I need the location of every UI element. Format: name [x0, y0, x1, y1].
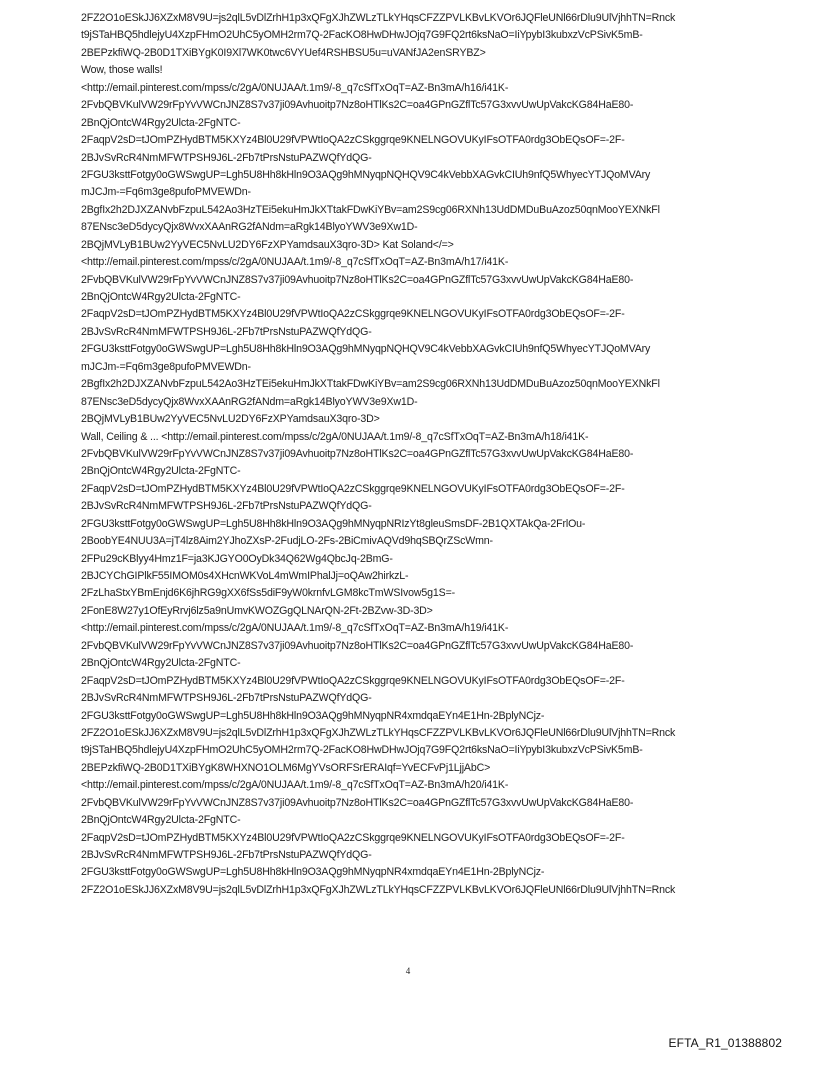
text-line: <http://email.pinterest.com/mpss/c/2gA/0NUJAA/t.1m9/-8_q7cSfTxOqT=AZ-Bn3mA/h20/i41K- [81, 779, 509, 792]
text-line: 2BJvSvRcR4NmMFWTPSH9J6L-2Fb7tPrsNstuPAZWQfYdQG- [81, 500, 372, 513]
text-line: 2BnQjOntcW4Rgy2Ulcta-2FgNTC- [81, 465, 241, 478]
text-line: 2BQjMVLyB1BUw2YyVEC5NvLU2DY6FzXPYamdsauX3qro-3D> [81, 413, 380, 426]
text-line: 2FvbQBVKulVW29rFpYvVWCnJNZ8S7v37ji09Avhuoitp7Nz8oHTlKs2C=oa4GPnGZflTc57G3xvvUwUpVakcKG84HaE80- [81, 447, 634, 460]
page-number: 4 [405, 966, 411, 976]
bates-number: EFTA_R1_01388802 [668, 1036, 782, 1050]
text-line: 2FaqpV2sD=tJOmPZHydBTM5KXYz4Bl0U29fVPWtIoQA2zCSkggrqe9KNELNGOVUKyIFsOTFA0rdg3ObEQsOF=-2F- [81, 831, 625, 844]
text-line: 2BnQjOntcW4Rgy2Ulcta-2FgNTC- [81, 116, 241, 129]
text-line: mJCJm-=Fq6m3ge8pufoPMVEWDn- [81, 360, 251, 373]
text-line: 2BJvSvRcR4NmMFWTPSH9J6L-2Fb7tPrsNstuPAZWQfYdQG- [81, 325, 372, 338]
text-line: Wow, those walls! [81, 64, 163, 77]
text-line: 2BQjMVLyB1BUw2YyVEC5NvLU2DY6FzXPYamdsauX3qro-3D> Kat Soland</=> [81, 238, 454, 251]
text-line: Wall, Ceiling & ... <http://email.pinterest.com/mpss/c/2gA/0NUJAA/t.1m9/-8_q7cSfTxOqT=AZ-Bn3mA/h18/i41K- [81, 430, 589, 443]
text-line: 2FGU3ksttFotgy0oGWSwgUP=Lgh5U8Hh8kHln9O3AQg9hMNyqpNQHQV9C4kVebbXAGvkCIUh9nfQ5WhyecYTJQoMVAry [81, 168, 651, 181]
text-line: t9jSTaHBQ5hdlejyU4XzpFHmO2UhC5yOMH2rm7Q-2FacKO8HwDHwJOjq7G9FQ2rt6ksNaO=IiYpybI3kubxzVcPSivK5mB- [81, 744, 643, 757]
text-line: 2BJvSvRcR4NmMFWTPSH9J6L-2Fb7tPrsNstuPAZWQfYdQG- [81, 849, 372, 861]
text-line: 2FonE8W27y1OfEyRrvj6lz5a9nUmvKWOZGgQLNArQN-2Ft-2BZvw-3D-3D> [81, 604, 433, 617]
text-line: 87ENsc3eD5dycyQjx8WvxXAAnRG2fANdm=aRgk14BlyoYWV3e9Xw1D- [81, 221, 418, 234]
text-line: 2FvbQBVKulVW29rFpYvVWCnJNZ8S7v37ji09Avhuoitp7Nz8oHTlKs2C=oa4GPnGZflTc57G3xvvUwUpVakcKG84HaE80- [81, 99, 634, 112]
text-line: 2BnQjOntcW4Rgy2Ulcta-2FgNTC- [81, 291, 241, 303]
text-line: <http://email.pinterest.com/mpss/c/2gA/0NUJAA/t.1m9/-8_q7cSfTxOqT=AZ-Bn3mA/h16/i41K- [81, 81, 509, 94]
text-line: 2FZ2O1oESkJJ6XZxM8V9U=js2qlL5vDlZrhH1p3xQFgXJhZWLzTLkYHqsCFZZPVLKBvLKVOr6JQFleUNl66rDlu9UlVjhhTN=Rnck [81, 12, 676, 24]
text-line: 2FaqpV2sD=tJOmPZHydBTM5KXYz4Bl0U29fVPWtIoQA2zCSkggrqe9KNELNGOVUKyIFsOTFA0rdg3ObEQsOF=-2F- [81, 674, 625, 687]
text-line: 2BgfIx2h2DJXZANvbFzpuL542Ao3HzTEi5ekuHmJkXTtakFDwKiYBv=am2S9cg06RXNh13UdDMDuBuAzoz50qnMooYEXNkFl [81, 378, 660, 391]
text-line: 87ENsc3eD5dycyQjx8WvxXAAnRG2fANdm=aRgk14BlyoYWV3e9Xw1D- [81, 395, 418, 408]
text-line: 2FGU3ksttFotgy0oGWSwgUP=Lgh5U8Hh8kHln9O3AQg9hMNyqpNQHQV9C4kVebbXAGvkCIUh9nfQ5WhyecYTJQoMVAry [81, 343, 651, 356]
text-line: 2FaqpV2sD=tJOmPZHydBTM5KXYz4Bl0U29fVPWtIoQA2zCSkggrqe9KNELNGOVUKyIFsOTFA0rdg3ObEQsOF=-2F- [81, 308, 625, 321]
text-line: 2FvbQBVKulVW29rFpYvVWCnJNZ8S7v37ji09Avhuoitp7Nz8oHTlKs2C=oa4GPnGZflTc57G3xvvUwUpVakcKG84HaE80- [81, 273, 634, 286]
text-line: 2BJvSvRcR4NmMFWTPSH9J6L-2Fb7tPrsNstuPAZWQfYdQG- [81, 151, 372, 164]
text-line: t9jSTaHBQ5hdlejyU4XzpFHmO2UhC5yOMH2rm7Q-2FacKO8HwDHwJOjq7G9FQ2rt6ksNaO=IiYpybI3kubxzVcPSivK5mB- [81, 29, 643, 42]
text-line: 2FZ2O1oESkJJ6XZxM8V9U=js2qlL5vDlZrhH1p3xQFgXJhZWLzTLkYHqsCFZZPVLKBvLKVOr6JQFleUNl66rDlu9UlVjhhTN=Rnck [81, 883, 676, 896]
text-line: <http://email.pinterest.com/mpss/c/2gA/0NUJAA/t.1m9/-8_q7cSfTxOqT=AZ-Bn3mA/h17/i41K- [81, 256, 509, 269]
text-line: 2FGU3ksttFotgy0oGWSwgUP=Lgh5U8Hh8kHln9O3AQg9hMNyqpNRIzYt8gleuSmsDF-2B1QXTAkQa-2FrlOu- [81, 517, 586, 530]
email-body-text [81, 10, 771, 899]
text-line: 2BnQjOntcW4Rgy2Ulcta-2FgNTC- [81, 657, 241, 670]
text-line: mJCJm-=Fq6m3ge8pufoPMVEWDn- [81, 186, 251, 199]
text-line: <http://email.pinterest.com/mpss/c/2gA/0NUJAA/t.1m9/-8_q7cSfTxOqT=AZ-Bn3mA/h19/i41K- [81, 622, 509, 635]
text-line: 2BnQjOntcW4Rgy2Ulcta-2FgNTC- [81, 814, 241, 827]
text-line: 2FPu29cKBlyy4Hmz1F=ja3KJGYO0OyDk34Q62Wg4QbcJq-2BmG- [81, 552, 393, 565]
text-line: 2BEPzkfiWQ-2B0D1TXiBYgK8WHXNO1OLM6MgYVsORFSrERAIqf=YvECFvPj1LjjAbC> [81, 761, 491, 774]
text-line: 2FGU3ksttFotgy0oGWSwgUP=Lgh5U8Hh8kHln9O3AQg9hMNyqpNR4xmdqaEYn4E1Hn-2BplyNCjz- [81, 866, 545, 879]
text-line: 2FaqpV2sD=tJOmPZHydBTM5KXYz4Bl0U29fVPWtIoQA2zCSkggrqe9KNELNGOVUKyIFsOTFA0rdg3ObEQsOF=-2F- [81, 482, 625, 495]
text-line: 2BJvSvRcR4NmMFWTPSH9J6L-2Fb7tPrsNstuPAZWQfYdQG- [81, 692, 372, 705]
text-line: 2FvbQBVKulVW29rFpYvVWCnJNZ8S7v37ji09Avhuoitp7Nz8oHTlKs2C=oa4GPnGZflTc57G3xvvUwUpVakcKG84HaE80- [81, 796, 634, 809]
text-line: 2FGU3ksttFotgy0oGWSwgUP=Lgh5U8Hh8kHln9O3AQg9hMNyqpNR4xmdqaEYn4E1Hn-2BplyNCjz- [81, 709, 545, 722]
text-line: 2FZ2O1oESkJJ6XZxM8V9U=js2qlL5vDlZrhH1p3xQFgXJhZWLzTLkYHqsCFZZPVLKBvLKVOr6JQFleUNl66rDlu9UlVjhhTN=Rnck [81, 726, 676, 739]
text-line: 2BgfIx2h2DJXZANvbFzpuL542Ao3HzTEi5ekuHmJkXTtakFDwKiYBv=am2S9cg06RXNh13UdDMDuBuAzoz50qnMooYEXNkFl [81, 203, 660, 216]
text-line: 2BJCYChGIPlkF55IMOM0s4XHcnWKVoL4mWmIPhalJj=oQAw2hirkzL- [81, 570, 409, 582]
text-line: 2FvbQBVKulVW29rFpYvVWCnJNZ8S7v37ji09Avhuoitp7Nz8oHTlKs2C=oa4GPnGZflTc57G3xvvUwUpVakcKG84HaE80- [81, 639, 634, 652]
text-line: 2FaqpV2sD=tJOmPZHydBTM5KXYz4Bl0U29fVPWtIoQA2zCSkggrqe9KNELNGOVUKyIFsOTFA0rdg3ObEQsOF=-2F- [81, 134, 625, 147]
text-line: 2BoobYE4NUU3A=jT4lz8Aim2YJhoZXsP-2FudjLO-2Fs-2BiCmivAQVd9hqSBQrZScWmn- [81, 535, 493, 548]
text-line: 2BEPzkfiWQ-2B0D1TXiBYgK0I9Xl7WK0twc6VYUef4RSHBSU5u=uVANfJA2enSRYBZ> [81, 46, 486, 59]
text-line: 2FzLhaStxYBmEnjd6K6jhRG9gXX6fSs5diF9yW0krnfvLGM8kcTmWSIvow5g1S=- [81, 587, 455, 600]
